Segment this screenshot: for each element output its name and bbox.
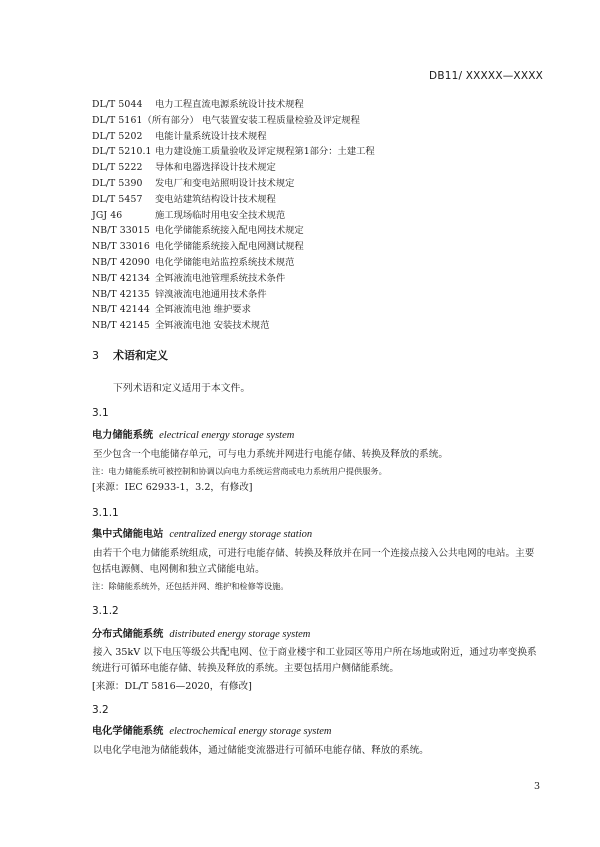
term-number: 3.1.1 xyxy=(92,507,119,519)
reference-title: 电气装置安装工程质量检验及评定规程 xyxy=(201,114,360,126)
reference-code: DL/T 5210.1 xyxy=(92,146,152,158)
reference-code: NB/T 42135 xyxy=(92,288,150,300)
reference-title: 电能计量系统设计技术规程 xyxy=(154,130,267,142)
term-number: 3.1.2 xyxy=(92,605,119,617)
reference-code: DL/T 5390 xyxy=(92,177,143,189)
reference-code: DL/T 5202 xyxy=(92,130,143,142)
term-definition: 由若干个电力储能系统组成，可进行电能存储、转换及释放并在同一个连接点接入公共电网的电站。主要包括电源侧、电网侧和独立式储能电站。 xyxy=(92,548,535,575)
term-title xyxy=(92,625,310,640)
reference-title: 施工现场临时用电安全技术规范 xyxy=(154,209,286,221)
term-number: 3.2 xyxy=(92,704,109,716)
term-name-en: distributed energy storage system xyxy=(169,629,311,640)
reference-code: NB/T 33016 xyxy=(92,241,150,253)
reference-title: 锌溴液流电池通用技术条件 xyxy=(154,288,267,300)
reference-title: 导体和电器选择设计技术规定 xyxy=(154,162,276,174)
reference-item xyxy=(92,144,375,160)
reference-item xyxy=(92,287,375,303)
term-number: 3.1 xyxy=(92,407,109,419)
section-intro: 下列术语和定义适用于本文件。 xyxy=(113,383,251,394)
term-title xyxy=(92,426,294,441)
reference-item xyxy=(92,176,375,192)
term-name-zh: 分布式储能系统 xyxy=(92,629,164,640)
reference-item xyxy=(92,302,375,318)
term-name-zh: 电力储能系统 xyxy=(92,430,154,441)
term-definition: 至少包含一个电能储存单元，可与电力系统并网进行电能存储、转换及释放的系统。 xyxy=(93,449,448,460)
reference-title: 全铒液流电池 安装技术规范 xyxy=(154,320,270,332)
term-note: 注：电力储能系统可被控制和协调以向电力系统运营商或电力系统用户提供服务。 xyxy=(92,466,387,476)
reference-code: DL/T 5044 xyxy=(92,99,143,110)
term-note: 注：除储能系统外，还包括并网、维护和检修等设施。 xyxy=(92,581,289,591)
reference-code: JGJ 46 xyxy=(92,209,123,221)
reference-item xyxy=(92,113,375,129)
reference-title: 电力工程直流电源系统设计技术规程 xyxy=(154,99,304,110)
reference-code: NB/T 42144 xyxy=(92,304,150,316)
term-source: [来源：IEC 62933-1，3.2，有修改] xyxy=(92,482,253,493)
section-number: 3 xyxy=(92,349,99,362)
reference-title: 电化学储能系统接入配电网技术规定 xyxy=(154,225,304,237)
reference-item xyxy=(92,255,375,271)
term-name-zh: 集中式储能电站 xyxy=(92,529,164,540)
reference-code: DL/T 5457 xyxy=(92,193,143,205)
reference-item xyxy=(92,129,375,145)
reference-code: NB/T 42090 xyxy=(92,256,150,268)
reference-title: 变电站建筑结构设计技术规程 xyxy=(154,193,276,205)
term-title xyxy=(92,722,332,737)
reference-code: NB/T 42145 xyxy=(92,320,150,332)
reference-code: NB/T 33015 xyxy=(92,225,150,237)
reference-code: NB/T 42134 xyxy=(92,272,150,284)
normative-references-list xyxy=(92,97,375,334)
reference-item xyxy=(92,208,375,224)
term-definition: 以电化学电池为储能载体，通过储能变流器进行可循环电能存储、释放的系统。 xyxy=(93,745,429,756)
term-name-en: electrical energy storage system xyxy=(159,430,295,441)
term-title xyxy=(92,525,312,540)
reference-title: 全铒液流电池管理系统技术条件 xyxy=(154,272,286,284)
reference-item xyxy=(92,271,375,287)
term-definition: 接入 35kV 以下电压等级公共配电网、位于商业楼宇和工业园区等用户所在场地或附近，通过功率变换系统进行可循环电能存储、转换及释放的系统。主要包括用户侧储能系统。 xyxy=(92,647,537,674)
page-number: 3 xyxy=(533,781,540,792)
section-heading xyxy=(92,347,168,363)
reference-item xyxy=(92,318,375,334)
reference-title: 电化学储能系统接入配电网测试规程 xyxy=(154,241,304,253)
reference-title: 电化学储能电站监控系统技术规范 xyxy=(154,256,295,268)
reference-item xyxy=(92,223,375,239)
reference-title: 发电厂和变电站照明设计技术规定 xyxy=(154,177,295,189)
reference-code: DL/T 5222 xyxy=(92,162,143,174)
reference-item xyxy=(92,192,375,208)
term-name-en: centralized energy storage station xyxy=(169,529,313,540)
section-title: 术语和定义 xyxy=(113,349,168,362)
reference-item xyxy=(92,97,375,113)
reference-item xyxy=(92,239,375,255)
reference-title: 电力建设施工质量验收及评定规程第1部分：土建工程 xyxy=(154,146,375,158)
reference-item xyxy=(92,160,375,176)
document-code-header: DB11/ XXXXX—XXXX xyxy=(429,70,543,82)
term-source: [来源：DL/T 5816—2020，有修改] xyxy=(92,681,252,692)
term-name-zh: 电化学储能系统 xyxy=(92,726,164,737)
reference-code: DL/T 5161（所有部分） xyxy=(92,114,199,126)
reference-title: 全铒液流电池 维护要求 xyxy=(154,304,251,316)
term-name-en: electrochemical energy storage system xyxy=(169,726,332,737)
